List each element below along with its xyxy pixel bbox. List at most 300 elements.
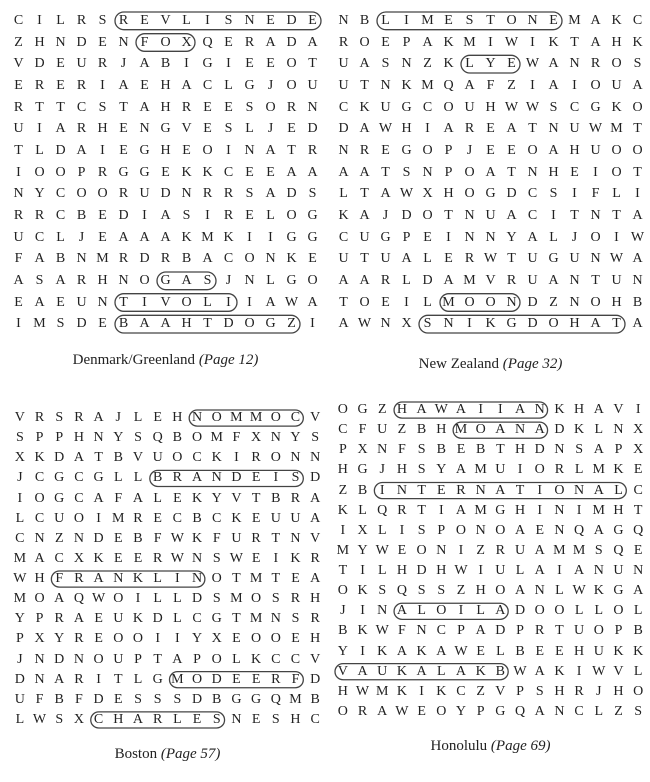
- grid-letter: U: [613, 563, 624, 579]
- grid-letter: Q: [377, 502, 388, 518]
- grid-letter: T: [612, 316, 621, 332]
- grid-letter: E: [114, 691, 123, 707]
- grid-letter: V: [160, 12, 171, 28]
- grid-letter: K: [251, 651, 262, 667]
- grid-letter: V: [485, 272, 496, 288]
- grid-letter: I: [635, 186, 640, 202]
- grid-letter: N: [380, 77, 391, 93]
- caption-title: New Zealand: [418, 356, 500, 372]
- grid-letter: T: [271, 530, 281, 546]
- grid-letter: B: [310, 691, 320, 707]
- grid-letter: K: [132, 571, 144, 587]
- grid-letter: M: [474, 462, 487, 478]
- grid-letter: O: [139, 272, 150, 288]
- grid-letter: I: [16, 316, 21, 332]
- grid-letter: C: [202, 77, 213, 93]
- grid-letter: N: [548, 121, 559, 137]
- grid-letter: J: [340, 603, 346, 619]
- grid-letter: K: [286, 251, 297, 267]
- grid-letter: E: [56, 77, 65, 93]
- grid-letter: G: [548, 251, 559, 267]
- grid-letter: S: [535, 683, 544, 699]
- grid-letter: X: [211, 631, 222, 647]
- caption-page: (Page 57): [160, 746, 221, 762]
- grid-letter: O: [534, 603, 545, 619]
- grid-letter: T: [287, 142, 296, 158]
- grid-letter: K: [337, 502, 348, 518]
- grid-letter: D: [422, 272, 433, 288]
- grid-letter: O: [611, 56, 622, 72]
- grid-letter: R: [152, 550, 163, 566]
- grid-letter: A: [34, 294, 45, 310]
- grid-letter: E: [291, 631, 300, 647]
- grid-letter: E: [251, 711, 261, 727]
- grid-letter: H: [574, 402, 585, 418]
- grid-letter: S: [291, 470, 300, 486]
- grid-letter: K: [475, 663, 486, 679]
- caption-page: (Page 12): [198, 352, 259, 368]
- grid-letter: A: [181, 77, 192, 93]
- grid-letter: G: [160, 121, 171, 137]
- grid-letter: O: [475, 422, 486, 438]
- grid-letter: E: [486, 142, 495, 158]
- grid-letter: O: [113, 631, 124, 647]
- grid-letter: C: [422, 99, 433, 115]
- grid-letter: E: [535, 643, 544, 659]
- grid-letter: L: [381, 12, 390, 28]
- grid-letter: C: [338, 422, 348, 438]
- grid-letter: K: [191, 490, 203, 506]
- grid-letter: O: [337, 703, 348, 719]
- grid-letter: C: [338, 229, 349, 245]
- grid-letter: G: [231, 691, 242, 707]
- grid-letter: M: [592, 462, 605, 478]
- grid-letter: K: [416, 643, 427, 659]
- grid-letter: R: [574, 683, 584, 699]
- grid-letter: G: [307, 229, 318, 245]
- grid-letter: K: [132, 611, 144, 627]
- grid-letter: N: [93, 430, 104, 446]
- grid-letter: D: [139, 251, 150, 267]
- grid-letter: N: [113, 571, 124, 587]
- grid-letter: B: [181, 251, 192, 267]
- grid-letter: O: [270, 410, 281, 426]
- grid-letter: L: [423, 294, 432, 310]
- grid-letter: T: [528, 121, 537, 137]
- grid-letter: N: [475, 522, 486, 538]
- grid-letter: X: [357, 522, 368, 538]
- grid-letter: A: [76, 142, 87, 158]
- grid-letter: P: [402, 34, 411, 50]
- grid-letter: D: [554, 422, 565, 438]
- grid-letter: D: [495, 623, 506, 639]
- grid-letter: E: [203, 99, 212, 115]
- grid-letter: I: [17, 490, 23, 506]
- grid-letter: A: [443, 121, 454, 137]
- grid-letter: K: [396, 683, 407, 699]
- grid-letter: D: [223, 316, 234, 332]
- grid-letter: A: [548, 272, 559, 288]
- grid-letter: V: [495, 683, 506, 699]
- grid-letter: Q: [613, 542, 624, 558]
- grid-letter: T: [381, 164, 390, 180]
- grid-letter: O: [244, 251, 255, 267]
- grid-letter: G: [54, 490, 65, 506]
- grid-letter: S: [56, 316, 65, 332]
- grid-letter: N: [338, 142, 349, 158]
- grid-letter: C: [633, 482, 643, 498]
- grid-letter: L: [224, 77, 233, 93]
- grid-letter: H: [548, 164, 559, 180]
- grid-letter: N: [139, 121, 150, 137]
- grid-letter: Z: [377, 402, 387, 418]
- grid-letter: A: [464, 77, 475, 93]
- grid-letter: C: [192, 450, 202, 466]
- grid-letter: R: [172, 470, 183, 486]
- grid-letter: T: [56, 99, 65, 115]
- grid-letter: O: [436, 603, 447, 619]
- grid-letter: O: [436, 703, 447, 719]
- grid-letter: A: [160, 207, 171, 223]
- grid-letter: N: [554, 522, 565, 538]
- grid-letter: O: [97, 186, 108, 202]
- grid-letter: U: [13, 121, 24, 137]
- grid-letter: E: [287, 121, 296, 137]
- grid-letter: E: [94, 631, 103, 647]
- grid-letter: B: [113, 450, 123, 466]
- grid-letter: L: [133, 671, 143, 687]
- grid-letter: N: [534, 583, 545, 599]
- grid-letter: O: [270, 450, 281, 466]
- grid-letter: S: [98, 99, 107, 115]
- grid-letter: X: [251, 430, 262, 446]
- grid-letter: W: [13, 571, 27, 587]
- grid-letter: A: [34, 251, 45, 267]
- grid-letter: M: [572, 542, 586, 558]
- grid-letter: I: [234, 450, 239, 466]
- grid-letter: R: [76, 77, 87, 93]
- grid-letter: S: [245, 186, 254, 202]
- grid-letter: N: [464, 207, 475, 223]
- grid-letter: R: [590, 56, 601, 72]
- grid-letter: A: [359, 272, 370, 288]
- grid-letter: R: [118, 251, 129, 267]
- grid-letter: B: [118, 316, 129, 332]
- grid-letter: N: [118, 34, 129, 50]
- grid-letter: J: [596, 683, 602, 699]
- grid-letter: D: [401, 207, 412, 223]
- grid-letter: E: [153, 410, 162, 426]
- grid-letter: K: [377, 643, 388, 659]
- grid-letter: A: [310, 571, 321, 587]
- grid-letter: Y: [436, 462, 447, 478]
- grid-letter: U: [527, 251, 538, 267]
- grid-letter: M: [553, 542, 566, 558]
- grid-letter: I: [155, 631, 160, 647]
- grid-letter: A: [93, 490, 104, 506]
- grid-letter: Y: [506, 229, 517, 245]
- grid-letter: L: [56, 12, 65, 28]
- grid-letter: E: [14, 77, 23, 93]
- grid-letter: D: [514, 603, 526, 619]
- grid-letter: A: [55, 272, 66, 288]
- grid-letter: K: [574, 422, 585, 438]
- grid-letter: X: [73, 711, 84, 727]
- puzzle-new-zealand: [333, 10, 648, 335]
- grid-letter: W: [609, 251, 624, 267]
- grid-letter: O: [211, 571, 222, 587]
- grid-letter: A: [416, 663, 427, 679]
- grid-letter: B: [632, 294, 643, 310]
- grid-letter: B: [357, 482, 368, 498]
- grid-letter: N: [34, 671, 45, 687]
- grid-letter: O: [495, 583, 506, 599]
- grid-letter: S: [291, 611, 300, 627]
- grid-letter: H: [290, 711, 301, 727]
- grid-letter: R: [34, 207, 45, 223]
- grid-letter: N: [506, 294, 517, 310]
- grid-letter: E: [423, 229, 432, 245]
- grid-letter: A: [633, 583, 644, 599]
- grid-letter: G: [590, 99, 601, 115]
- grid-letter: X: [401, 316, 412, 332]
- grid-letter: K: [611, 12, 622, 28]
- grid-letter: W: [91, 591, 106, 607]
- grid-letter: E: [98, 207, 107, 223]
- grid-letter: D: [527, 316, 538, 332]
- grid-letter: U: [76, 56, 87, 72]
- grid-letter: S: [212, 550, 221, 566]
- grid-letter: H: [514, 502, 526, 518]
- grid-letter: K: [181, 229, 192, 245]
- grid-letter: M: [230, 410, 243, 426]
- grid-letter: E: [476, 643, 485, 659]
- grid-letter: C: [34, 470, 45, 486]
- grid-letter: H: [160, 142, 171, 158]
- grid-letter: U: [590, 142, 601, 158]
- grid-letter: N: [307, 99, 318, 115]
- grid-letter: A: [548, 142, 559, 158]
- grid-letter: Z: [507, 77, 516, 93]
- grid-letter: A: [286, 164, 297, 180]
- grid-letter: J: [379, 462, 385, 478]
- grid-letter: N: [590, 251, 601, 267]
- grid-letter: R: [76, 121, 87, 137]
- grid-letter: Y: [290, 430, 301, 446]
- grid-letter: B: [54, 691, 64, 707]
- grid-letter: O: [244, 316, 255, 332]
- grid-letter: F: [75, 691, 83, 707]
- grid-letter: A: [593, 402, 604, 418]
- grid-letter: I: [537, 502, 543, 518]
- grid-letter: N: [443, 316, 454, 332]
- grid-letter: S: [417, 583, 426, 599]
- grid-letter: B: [359, 12, 370, 28]
- grid-letter: O: [251, 591, 262, 607]
- grid-letter: N: [554, 442, 565, 458]
- grid-letter: O: [495, 522, 506, 538]
- grid-letter: M: [201, 229, 214, 245]
- grid-letter: G: [139, 164, 150, 180]
- grid-letter: E: [245, 164, 254, 180]
- grid-letter: C: [55, 207, 66, 223]
- grid-letter: L: [15, 711, 25, 727]
- grid-letter: N: [632, 272, 643, 288]
- grid-letter: I: [498, 402, 503, 418]
- grid-letter: R: [54, 611, 64, 627]
- grid-letter: R: [160, 251, 171, 267]
- grid-letter: K: [359, 99, 370, 115]
- grid-letter: A: [574, 563, 585, 579]
- grid-letter: P: [437, 522, 446, 538]
- grid-letter: E: [56, 294, 65, 310]
- grid-letter: M: [171, 671, 184, 687]
- grid-letter: E: [549, 12, 558, 28]
- grid-letter: T: [203, 316, 212, 332]
- grid-letter: I: [175, 631, 180, 647]
- grid-letter: J: [17, 651, 23, 667]
- grid-letter: E: [381, 34, 390, 50]
- grid-letter: L: [339, 186, 348, 202]
- grid-letter: A: [590, 34, 601, 50]
- grid-letter: E: [251, 671, 261, 687]
- grid-letter: D: [416, 563, 427, 579]
- grid-letter: A: [593, 522, 604, 538]
- grid-letter: O: [359, 294, 370, 310]
- grid-letter: A: [265, 34, 276, 50]
- grid-letter: V: [613, 663, 624, 679]
- grid-letter: L: [377, 563, 387, 579]
- grid-letter: U: [611, 77, 622, 93]
- grid-letter: G: [357, 462, 368, 478]
- grid-letter: I: [399, 522, 405, 538]
- grid-letter: S: [55, 410, 64, 426]
- grid-letter: V: [231, 490, 242, 506]
- grid-letter: Z: [397, 422, 407, 438]
- grid-letter: G: [401, 142, 412, 158]
- grid-letter: A: [338, 272, 349, 288]
- grid-letter: R: [76, 12, 87, 28]
- grid-letter: U: [380, 251, 391, 267]
- grid-letter: S: [134, 430, 142, 446]
- grid-letter: I: [226, 294, 231, 310]
- grid-letter: O: [55, 164, 66, 180]
- grid-letter: N: [265, 251, 276, 267]
- grid-letter: K: [611, 99, 622, 115]
- grid-letter: L: [358, 502, 367, 518]
- grid-letter: D: [506, 186, 517, 202]
- grid-letter: R: [97, 56, 108, 72]
- grid-letter: F: [153, 530, 162, 546]
- grid-letter: M: [421, 77, 434, 93]
- grid-letter: N: [76, 251, 87, 267]
- grid-letter: T: [232, 611, 241, 627]
- grid-letter: Q: [270, 691, 281, 707]
- grid-letter: N: [73, 530, 84, 546]
- grid-letter: S: [311, 430, 320, 446]
- grid-letter: X: [633, 422, 644, 438]
- grid-letter: I: [572, 186, 577, 202]
- grid-letter: V: [310, 410, 321, 426]
- grid-letter: A: [396, 603, 407, 619]
- grid-letter: L: [417, 603, 426, 619]
- grid-letter: A: [593, 482, 604, 498]
- grid-letter: T: [515, 482, 525, 498]
- grid-letter: M: [421, 12, 434, 28]
- grid-letter: E: [14, 294, 23, 310]
- grid-letter: A: [593, 442, 604, 458]
- grid-letter: R: [251, 530, 261, 546]
- grid-letter: C: [74, 470, 84, 486]
- grid-letter: V: [181, 121, 192, 137]
- grid-letter: I: [175, 571, 180, 587]
- grid-letter: F: [35, 691, 44, 707]
- grid-letter: O: [359, 34, 370, 50]
- grid-letter: S: [575, 442, 583, 458]
- grid-letter: Z: [14, 34, 23, 50]
- grid-letter: S: [633, 56, 642, 72]
- grid-letter: E: [94, 611, 103, 627]
- grid-letter: N: [422, 164, 433, 180]
- puzzle-denmark-greenland: [8, 10, 323, 335]
- grid-letter: E: [308, 12, 317, 28]
- grid-letter: W: [378, 121, 393, 137]
- grid-letter: P: [134, 651, 142, 667]
- grid-letter: M: [474, 502, 487, 518]
- grid-letter: N: [97, 294, 108, 310]
- grid-letter: V: [13, 56, 24, 72]
- grid-letter: T: [360, 77, 369, 93]
- grid-letter: H: [337, 462, 348, 478]
- grid-letter: N: [73, 651, 84, 667]
- grid-letter: A: [307, 164, 318, 180]
- grid-letter: H: [396, 563, 407, 579]
- grid-letter: C: [192, 611, 202, 627]
- grid-letter: N: [574, 482, 585, 498]
- grid-letter: O: [191, 430, 203, 446]
- grid-letter: H: [613, 502, 624, 518]
- grid-letter: M: [96, 251, 109, 267]
- grid-letter: W: [504, 99, 519, 115]
- grid-letter: F: [114, 490, 123, 506]
- grid-letter: I: [458, 542, 464, 558]
- grid-letter: S: [212, 591, 221, 607]
- puzzle-caption: [333, 356, 648, 373]
- grid-letter: U: [527, 272, 538, 288]
- grid-letter: N: [554, 703, 565, 719]
- grid-letter: R: [310, 611, 320, 627]
- grid-letter: J: [267, 121, 274, 137]
- grid-letter: K: [191, 530, 203, 546]
- grid-letter: S: [417, 462, 426, 478]
- grid-letter: S: [35, 272, 44, 288]
- grid-letter: T: [14, 142, 23, 158]
- grid-letter: K: [93, 550, 104, 566]
- grid-letter: N: [13, 186, 24, 202]
- grid-letter: M: [210, 430, 223, 446]
- grid-letter: O: [160, 34, 171, 50]
- grid-letter: G: [244, 77, 255, 93]
- grid-letter: K: [223, 229, 234, 245]
- grid-letter: T: [417, 482, 426, 498]
- grid-letter: I: [478, 563, 483, 579]
- grid-letter: S: [381, 56, 390, 72]
- grid-letter: I: [273, 550, 279, 566]
- grid-letter: R: [397, 502, 407, 518]
- grid-letter: A: [514, 583, 526, 599]
- grid-letter: I: [100, 142, 105, 158]
- grid-letter: J: [466, 142, 473, 158]
